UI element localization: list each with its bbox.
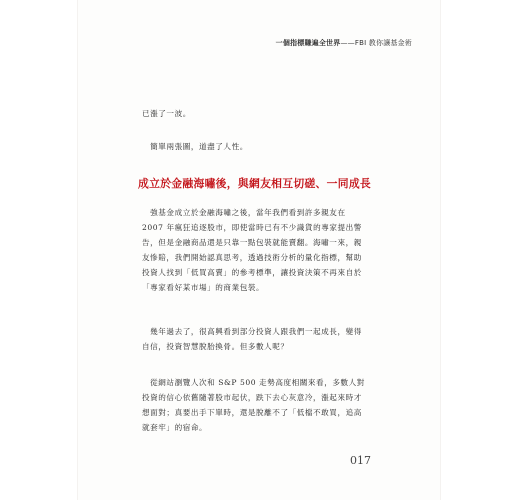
paragraph-founding: 強基金成立於金融海嘯之後，當年我們看到許多親友在 2007 年瘋狂追逐股市，即使當時已有不少識貨的專家提出警 告，但是金融商品還是只靠一點包裝就能賣翻。海嘯一來，親 友慘賠，我們開始認真思考，透過技術分析的量化指標，幫助 投資人找到「低買高賣」的參考標準，讓投資決策不再來自於 「專家看好某市場」的商業包裝。 (142, 208, 362, 292)
paragraph-summary: 簡單兩張圖，道盡了人性。 (142, 142, 248, 151)
paragraph-growth: 幾年過去了，很高興看到部分投資人跟我們一起成長，變得 自信，投資智慧脫胎換骨。但多數人呢？ (142, 327, 362, 351)
book-page (78, 0, 440, 500)
section-heading: 成立於金融海嘯後，與網友相互切磋、一同成長 (138, 177, 372, 190)
book-title: 一個指標賺遍全世界 (275, 39, 341, 47)
header-separator: —— (340, 39, 355, 47)
paragraph-continuation: 已漲了一波。 (142, 109, 191, 118)
paragraph-sentiment: 從網站瀏覽人次和 S&P 500 走勢高度相關來看，多數人對 投資的信心依舊隨著股市起伏，跌下去心灰意冷，漲起來時才 想面對；真要出手下單時，還是脫離不了「低檔不敢買，追高 就套牢」的宿命。 (142, 378, 365, 432)
running-header (276, 38, 412, 48)
page-number: 017 (350, 454, 371, 467)
book-subtitle: FBI 教你讓基金術 (354, 39, 412, 47)
